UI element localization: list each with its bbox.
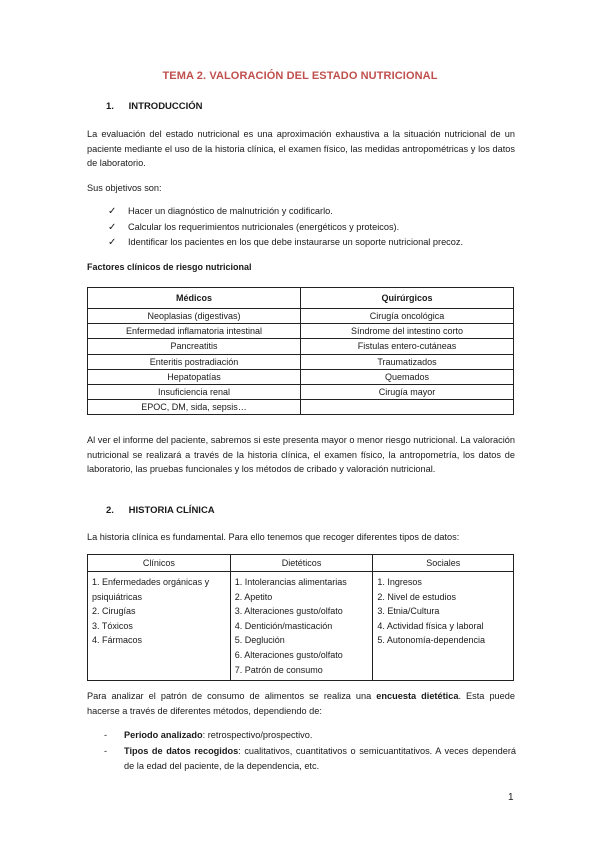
table-row (88, 384, 514, 399)
table-cell: Enfermedad inflamatoria intestinal (88, 324, 301, 339)
table-cell: Quemados (301, 369, 514, 384)
column-header-quirurgicos: Quirúrgicos (301, 288, 514, 309)
list-item: 1. Ingresos (377, 577, 422, 587)
objective-item: ✓ Calcular los requerimientos nutricionales (energéticos y proteicos). (108, 220, 463, 236)
risk-factors-table (87, 287, 514, 415)
column-header-sociales: Sociales (373, 555, 514, 572)
list-item: 3. Etnia/Cultura (377, 606, 440, 617)
table-header-row (88, 555, 514, 572)
table-row (88, 354, 514, 369)
section-1-number: 1. (106, 101, 114, 112)
history-data-table (87, 554, 514, 681)
table-cell (301, 400, 514, 415)
table-cell: Hepatopatías (88, 369, 301, 384)
list-item: 1. Enfermedades orgánicas y psiquiátricas (92, 577, 210, 602)
table-row (88, 309, 514, 324)
table-cell-clinicos (88, 572, 231, 681)
list-item: 3. Alteraciones gusto/olfato (234, 606, 343, 617)
page-number: 1 (508, 792, 514, 803)
table-cell: Síndrome del intestino corto (301, 324, 514, 339)
check-icon: ✓ (108, 237, 117, 249)
document-title: TEMA 2. VALORACIÓN DEL ESTADO NUTRICIONAL (162, 70, 438, 82)
list-item: 1. Intolerancias alimentarias (234, 577, 347, 587)
check-icon: ✓ (108, 206, 117, 217)
list-item: 2. Apetito (234, 591, 273, 602)
table-cell: Neoplasias (digestivas) (88, 309, 301, 324)
dash-bullet: - (104, 746, 108, 756)
section-2-title: HISTORIA CLÍNICA (128, 505, 215, 516)
intro-paragraph: La evaluación del estado nutricional es una aproximación exhaustiva a la situación nutricional de un paciente mediante el uso de la historia clínica, el examen físico, las medidas antropométricas y los datos de laboratorio. (87, 129, 515, 169)
objectives-intro: Sus objetivos son: (87, 183, 162, 193)
dash-bullet: - (104, 730, 108, 740)
table-cell: Traumatizados (301, 354, 514, 369)
objective-item: ✓ Identificar los pacientes en los que debe instaurarse un soporte nutricional precoz. (108, 235, 463, 251)
table-cell: Fistulas entero-cutáneas (301, 339, 514, 354)
list-item: 7. Patrón de consumo (234, 664, 323, 675)
section-2-heading (106, 505, 215, 516)
list-item: 6. Alteraciones gusto/olfato (234, 649, 343, 660)
section-1-heading (106, 101, 203, 112)
table-row (88, 339, 514, 354)
list-item: 5. Deglución (234, 635, 285, 646)
table-row (88, 324, 514, 339)
column-header-clinicos: Clínicos (88, 555, 231, 572)
table-row (88, 400, 514, 415)
table-cell: EPOC, DM, sida, sepsis… (88, 400, 301, 415)
risk-factors-title: Factores clínicos de riesgo nutricional (87, 262, 252, 272)
list-item: 2. Cirugías (92, 606, 136, 617)
list-item: 4. Dentición/masticación (234, 620, 333, 631)
column-header-medicos: Médicos (88, 288, 301, 309)
check-icon: ✓ (108, 221, 117, 233)
table-cell: Cirugía oncológica (301, 309, 514, 324)
survey-paragraph: Para analizar el patrón de consumo de alimentos se realiza una encuesta dietética. Esta puede hacerse a través de diferentes métodos, dependiendo de: (87, 691, 515, 716)
objectives-list (108, 204, 463, 251)
table-cell-dieteticos (230, 572, 373, 681)
column-header-dieteticos: Dietéticos (230, 555, 373, 572)
survey-term: encuesta dietética (376, 691, 459, 701)
list-item: - Tipos de datos recogidos: cualitativos, cuantitativos o semicuantitativos. A veces dependerá de la edad del paciente, de la dependencia, etc. (104, 744, 516, 774)
table-header-row (88, 288, 514, 309)
objective-item: ✓ Hacer un diagnóstico de malnutrición y codificarlo. (108, 204, 463, 220)
list-item: 4. Fármacos (92, 635, 143, 646)
section-1-title: INTRODUCCIÓN (128, 101, 203, 112)
table-row (88, 369, 514, 384)
table-cell: Cirugía mayor (301, 384, 514, 399)
methods-list (104, 728, 516, 774)
list-item: 5. Autonomía-dependencia (377, 635, 485, 646)
table-cell: Insuficiencia renal (88, 384, 301, 399)
history-intro: La historia clínica es fundamental. Para ello tenemos que recoger diferentes tipos de datos: (87, 532, 460, 542)
table-cell-sociales (373, 572, 514, 681)
table-cell: Pancreatitis (88, 339, 301, 354)
table-cell: Enteritis postradiación (88, 354, 301, 369)
list-item: 4. Actividad física y laboral (377, 620, 484, 631)
list-item: 3. Tóxicos (92, 620, 133, 631)
list-item: - Periodo analizado: retrospectivo/prospectivo. (104, 728, 516, 743)
closing-paragraph: Al ver el informe del paciente, sabremos si este presenta mayor o menor riesgo nutricional. La valoración nutricional se realizará a través de la historia clínica, el examen físico, la antropometría, los datos de laboratorio, las pruebas funcionales y los métodos de cribado y valoración nutricional. (87, 435, 515, 475)
section-2-number: 2. (106, 505, 114, 516)
list-item: 2. Nivel de estudios (377, 591, 456, 602)
table-row (88, 572, 514, 681)
